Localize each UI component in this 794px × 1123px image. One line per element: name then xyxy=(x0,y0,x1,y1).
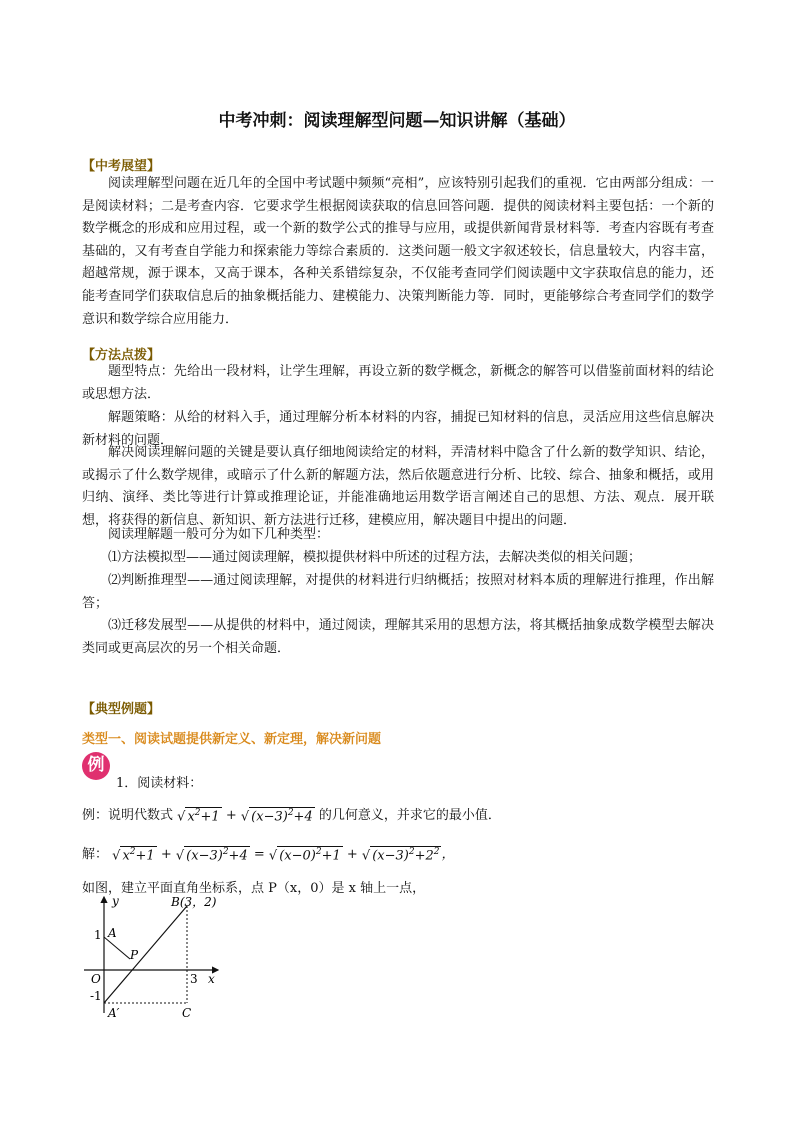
tick-label-3: 3 xyxy=(190,972,198,986)
methods-heading: 【方法点拨】 xyxy=(82,348,161,363)
tick-label-neg1: -1 xyxy=(90,989,102,1003)
type-one-heading: 类型一、阅读试题提供新定义、新定理，解决新问题 xyxy=(82,732,382,747)
methods-type-item-2: ⑵判断推理型——通过阅读理解，对提供的材料进行归纳概括；按照对材料本质的理解进行推理，作出解答； xyxy=(82,573,714,611)
example-statement xyxy=(82,804,501,824)
methods-type-item-3: ⑶迁移发展型——从提供的材料中，通过阅读，理解其采用的思想方法，将其概括抽象成数学模型去解决类同或更高层次的另一个相关命题． xyxy=(82,618,714,656)
origin-label: O xyxy=(91,972,101,986)
coordinate-setup-text: 如图，建立平面直角坐标系，点 P（x，0）是 x 轴上一点， xyxy=(82,881,426,896)
point-label-c: C xyxy=(182,1006,192,1020)
y-axis-label: y xyxy=(112,894,119,908)
examples-heading: 【典型例题】 xyxy=(82,702,161,717)
point-label-aprime: A′ xyxy=(108,1006,120,1020)
page-title: 中考冲刺：阅读理解型问题—知识讲解（基础） xyxy=(218,111,576,131)
methods-paragraph-strategy: 解题策略：从给的材料入手，通过理解分析本材料的内容，捕捉已知材料的信息，灵活应用这些信息解决新材料的问题． xyxy=(82,410,714,448)
example-badge: 例 xyxy=(82,752,110,780)
example-expression: √ $x^2+1$ + √ $(x-3)^2+4$ xyxy=(177,807,313,825)
example-suffix: 的几何意义，并求它的最小值． xyxy=(318,808,501,823)
example-prefix: 例：说明代数式 xyxy=(82,808,174,823)
question-label: 1．阅读材料： xyxy=(116,776,203,791)
point-label-a: A xyxy=(108,926,117,940)
methods-paragraph-types-intro: 阅读理解题一般可分为如下几种类型： xyxy=(108,527,330,542)
outlook-heading: 【中考展望】 xyxy=(82,159,161,174)
coordinate-figure xyxy=(84,893,244,1023)
methods-paragraph-features: 题型特点：先给出一段材料，让学生理解，再设立新的数学概念，新概念的解答可以借鉴前面材料的结论或思想方法． xyxy=(82,364,714,402)
point-label-p: P xyxy=(130,948,139,962)
tick-label-1: 1 xyxy=(94,928,102,942)
solution-statement xyxy=(82,843,455,863)
segment-a-b xyxy=(104,937,130,959)
segment-aprime-b xyxy=(104,906,187,1003)
x-axis-label: x xyxy=(208,972,215,986)
methods-paragraph-key: 解决阅读理解问题的关键是要认真仔细地阅读给定的材料，弄清材料中隐含了什么新的数学知识、结论，或揭示了什么数学规律，或暗示了什么新的解题方法，然后依题意进行分析、比较、综合、抽象和概括，或用归纳、演绎、类比等进行计算或推理论证，并能准确地运用数学语言阐述自己的思想、方法、观点．展开联想，将获得的新信息、新知识、新方法进行迁移，建模应用，解决题目中提出的问题． xyxy=(82,445,714,528)
solution-prefix: 解： xyxy=(82,847,109,862)
outlook-paragraph: 阅读理解型问题在近几年的全国中考试题中频频“亮相”，应该特别引起我们的重视．它由两部分组成：一是阅读材料；二是考查内容．它要求学生根据阅读获取的信息回答问题．提供的阅读材料主要包括：一个新的数学概念的形成和应用过程，或一个新的数学公式的推导与应用，或提供新闻背景材料等．考查内容既有考查基础的，又有考查自学能力和探索能力等综合素质的．这类问题一般文字叙述较长，信息量较大，内容丰富，超越常规，源于课本，又高于课本，各种关系错综复杂，不仅能考查同学们阅读题中文字获取信息的能力，还能考查同学们获取信息后的抽象概括能力、建模能力、决策判断能力等．同时，更能够综合考查同学们的数学意识和数学综合应用能力． xyxy=(82,176,714,327)
point-label-b: B(3，2) xyxy=(171,895,217,909)
solution-expression: √ $x^2+1$ + √ $(x-3)^2+4$ = √ $(x-0)^2+1$ + √ $(x-3)^2+2^2$ ， xyxy=(112,846,455,864)
methods-type-item-1: ⑴方法模拟型——通过阅读理解，模拟提供材料中所述的过程方法，去解决类似的相关问题； xyxy=(108,550,642,565)
